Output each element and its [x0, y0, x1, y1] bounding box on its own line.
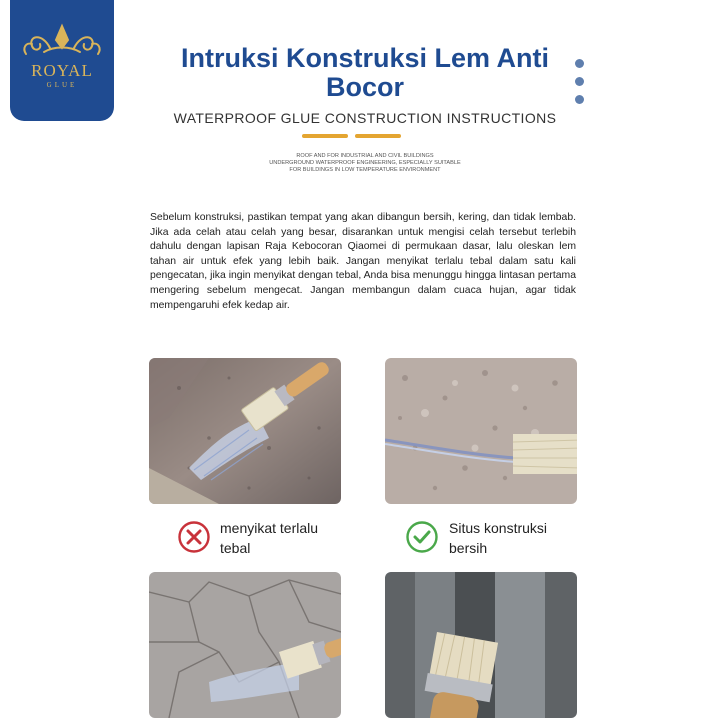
caption-wrong-line2: tebal [220, 540, 251, 556]
logo-name: ROYAL [31, 61, 93, 80]
caption-right-line2: bersih [449, 540, 488, 556]
page-title: Intruksi Konstruksi Lem Anti Bocor [180, 43, 550, 102]
photo-brush-on-metal [385, 572, 577, 718]
accent-bar-left [302, 134, 348, 138]
photo-brushing-too-thick [149, 358, 341, 504]
instructions-text: Sebelum konstruksi, pastikan tempat yang akan dibangun bersih, kering, dan tidak lembab. Jika ada celah atau celah yang besar, disarankan untuk mengisi celah tersebut terlebih dahulu dengan lapisan Raja Kebocoran Qiaomei di permukaan dasar, lalu oleskan lem tahan air untuk efek yang lebih baik. Jangan menyikat terlalu tebal dalam satu kali pengecatan, jika ingin menyikat dengan tebal, Anda bisa menunggu hingga lintasan pertama mengering sebelum mengecat. Jangan membangun dalam cuaca hujan, agar tidak mempengaruhi efek kedap air. [150, 212, 576, 311]
crown-icon [20, 22, 104, 60]
caption-wrong [220, 518, 370, 558]
photo-cracked-concrete [149, 572, 341, 718]
x-circle-icon [177, 520, 211, 554]
accent-bar-right [355, 134, 401, 138]
fine-print-line: FOR BUILDINGS IN LOW TEMPERATURE ENVIRONMENT [289, 167, 441, 173]
royal-glue-logo [10, 0, 114, 121]
caption-right-line1: Situs konstruksi [449, 520, 548, 536]
fine-print-line: ROOF AND FOR INDUSTRIAL AND CIVIL BUILDINGS [296, 153, 434, 159]
caption-right [449, 518, 579, 558]
caption-wrong-line1: menyikat terlalu [220, 520, 319, 536]
fine-print [230, 153, 500, 174]
fine-print-line: UNDERGROUND WATERPROOF ENGINEERING, ESPECIALLY SUITABLE [269, 160, 461, 166]
photo-clean-construction-site [385, 358, 577, 504]
check-circle-icon [405, 520, 439, 554]
page-subtitle: WATERPROOF GLUE CONSTRUCTION INSTRUCTIONS [173, 110, 557, 126]
logo-sub: GLUE [46, 81, 78, 89]
menu-dots-icon [575, 59, 585, 113]
